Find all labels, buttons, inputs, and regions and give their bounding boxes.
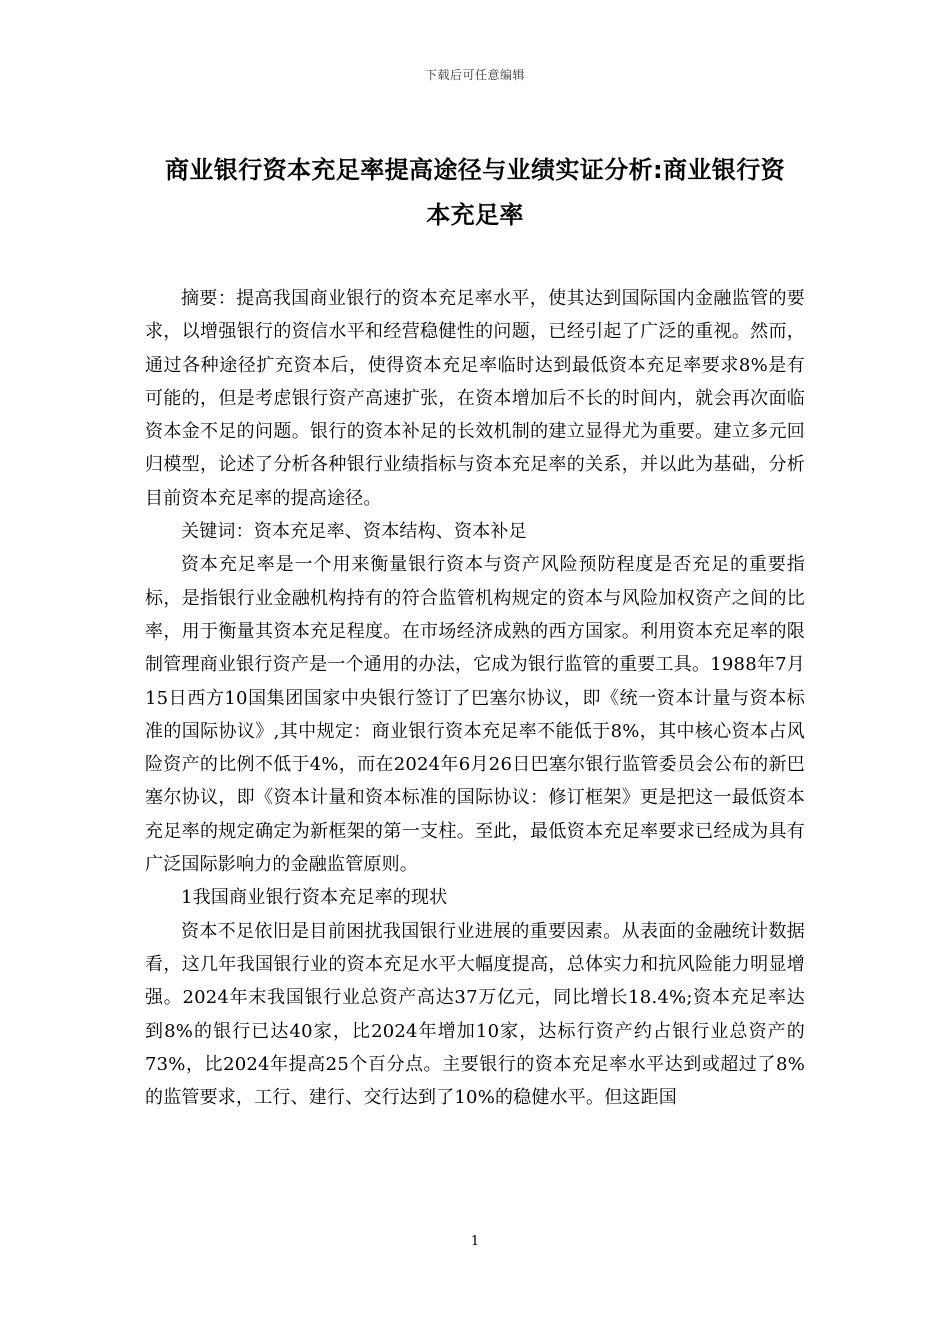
- keywords-paragraph: 关键词：资本充足率、资本结构、资本补足: [181, 521, 527, 543]
- title-line-1: 商业银行资本充足率提高途径与业绩实证分析:商业银行资: [165, 156, 785, 184]
- intro-paragraph: 资本充足率是一个用来衡量银行资本与资产风险预防程度是否充足的重要指标，是指银行业金融机构持有的符合监管机构规定的资本与风险加权资产之间的比率，用于衡量其资本充足程度。在市场经济成熟的西方国家。利用资本充足率的限制管理商业银行资产是一个通用的办法，它成为银行监管的重要工具。1988年7月15日西方10国集团国家中央银行签订了巴塞尔协议，即《统一资本计量与资本标准的国际协议》,其中规定：商业银行资本充足率不能低于8%，其中核心资本占风险资产的比例不低于4%，而在2024年6月26日巴塞尔银行监管委员会公布的新巴塞尔协议，即《资本计量和资本标准的国际协议：修订框架》更是把这一最低资本充足率的规定确定为新框架的第一支柱。至此，最低资本充足率要求已经成为具有广泛国际影响力的金融监管原则。: [145, 554, 805, 876]
- page-number: 1: [470, 1234, 480, 1249]
- section-heading: 1我国商业银行资本充足率的现状: [181, 887, 448, 909]
- abstract-paragraph: 摘要：提高我国商业银行的资本充足率水平，使其达到国际国内金融监管的要求，以增强银行的资信水平和经营稳健性的问题，已经引起了广泛的重视。然而，通过各种途径扩充资本后，使得资本充足率临时达到最低资本充足率要求8%是有可能的，但是考虑银行资产高速扩张，在资本增加后不长的时间内，就会再次面临资本金不足的问题。银行的资本补足的长效机制的建立显得尤为重要。建立多元回归模型，论述了分析各种银行业绩指标与资本充足率的关系，并以此为基础，分析目前资本充足率的提高途径。: [145, 288, 805, 509]
- document-body: [145, 282, 805, 1114]
- document-title: [145, 148, 805, 238]
- section-paragraph: 资本不足依旧是目前困扰我国银行业进展的重要因素。从表面的金融统计数据看，这几年我国银行业的资本充足水平大幅度提高，总体实力和抗风险能力明显增强。2024年末我国银行业总资产高达37万亿元，同比增长18.4%;资本充足率达到8%的银行已达40家，比2024年增加10家，达标行资产约占银行业总资产的73%，比2024年提高25个百分点。主要银行的资本充足率水平达到或超过了8%的监管要求，工行、建行、交行达到了10%的稳健水平。但这距国: [145, 920, 805, 1109]
- header-note: 下载后可任意编辑: [424, 68, 525, 82]
- title-line-2: 本充足率: [426, 201, 524, 229]
